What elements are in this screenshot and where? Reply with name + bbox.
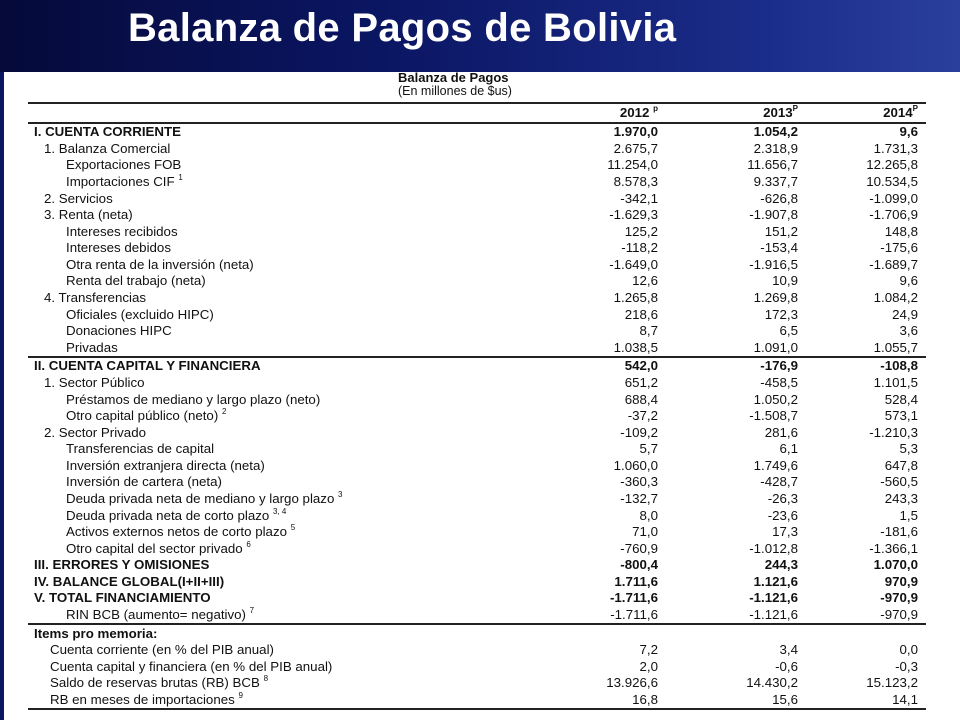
table-row	[28, 424, 926, 441]
value-cell-2012: 5,7	[639, 441, 658, 457]
table-row	[28, 123, 926, 141]
footnote-marker: 8	[263, 675, 269, 684]
footnote-marker: 3	[338, 490, 343, 499]
row-label: Saldo de reservas brutas (RB) BCB $^8$	[50, 675, 269, 691]
row-label: Items pro memoria:	[34, 625, 158, 641]
table-row	[28, 692, 926, 710]
footnote-marker: 2	[221, 407, 227, 417]
value-cell-2014: 10.534,5	[866, 174, 918, 190]
value-cell-2012: 2,0	[639, 658, 658, 674]
value-cell-2014: -108,8	[880, 358, 918, 374]
value-cell-2013: 281,6	[764, 424, 798, 440]
value-cell-2012: 688,4	[624, 391, 658, 407]
value-cell-2012: -360,3	[620, 474, 658, 490]
table-row	[28, 642, 926, 659]
row-label: Renta del trabajo (neta)	[66, 273, 206, 289]
value-cell-2012: -37,2	[627, 408, 658, 424]
value-cell-2014: -970,9	[880, 590, 918, 606]
value-cell-2014: 3,6	[899, 323, 918, 339]
value-cell-2013: 1.269,8	[753, 290, 798, 306]
value-cell-2013: 3,4	[779, 642, 798, 658]
row-label: Deuda privada neta de corto plazo $^{3, 4}$	[66, 507, 287, 523]
row-label: 1. Sector Público	[44, 374, 145, 390]
table-row	[28, 273, 926, 290]
table-row	[28, 524, 926, 541]
value-cell-2014: 148,8	[884, 223, 918, 239]
row-label: IV. BALANCE GLOBAL(I+II+III)	[34, 573, 225, 589]
title-banner	[0, 0, 960, 72]
value-cell-2012: 1.265,8	[613, 290, 658, 306]
value-cell-2012: 1.711,6	[614, 573, 658, 589]
value-cell-2012: -1.629,3	[609, 207, 658, 223]
value-cell-2012: -800,4	[620, 557, 658, 573]
table-row	[28, 306, 926, 323]
row-label: Oficiales (excluido HIPC)	[66, 306, 214, 322]
table-row	[28, 441, 926, 458]
value-cell-2014: 573,1	[884, 408, 918, 424]
footnote-marker: 1	[178, 173, 183, 183]
table-row	[28, 574, 926, 591]
value-cell-2013: 10,9	[772, 273, 798, 289]
value-cell-2012: 1.060,0	[613, 457, 658, 473]
row-label: Transferencias de capital	[66, 441, 215, 457]
value-cell-2012: 8.578,3	[613, 174, 658, 190]
table-row	[28, 624, 926, 642]
row-label: Cuenta capital y financiera (en % del PIB anual)	[50, 658, 333, 674]
row-label: Inversión extranjera directa (neta)	[66, 457, 265, 473]
value-cell-2012: 7,2	[639, 642, 658, 658]
table-row	[28, 540, 926, 557]
footnote-marker: 6	[246, 540, 251, 549]
row-label: Otra renta de la inversión (neta)	[66, 256, 254, 272]
value-cell-2012: 71,0	[632, 524, 658, 540]
value-cell-2014: 647,8	[884, 457, 918, 473]
header-year-2012: 2012 $^p$	[619, 104, 658, 120]
value-cell-2013: -1.907,8	[749, 207, 798, 223]
row-label: RIN BCB (aumento= negativo) $^7$	[66, 606, 255, 623]
value-cell-2012: 2.675,7	[613, 140, 658, 156]
value-cell-2014: 14,1	[892, 691, 918, 707]
value-cell-2013: 1.091,0	[753, 339, 798, 355]
value-cell-2012: 8,7	[639, 323, 658, 339]
value-cell-2012: 542,0	[624, 358, 658, 374]
value-cell-2014: -1.210,3	[869, 424, 918, 440]
row-label: Intereses debidos	[66, 240, 171, 256]
table-row	[28, 675, 926, 692]
value-cell-2014: -970,9	[880, 607, 918, 623]
row-label: Inversión de cartera (neta)	[66, 474, 222, 490]
value-cell-2012: 12,6	[632, 273, 658, 289]
value-cell-2013: -428,7	[760, 474, 798, 490]
row-label: Cuenta corriente (en % del PIB anual)	[50, 642, 274, 658]
row-label: Préstamos de mediano y largo plazo (neto)	[66, 391, 321, 407]
table-row	[28, 659, 926, 676]
table-row	[28, 458, 926, 475]
value-cell-2013: 1.749,6	[753, 457, 798, 473]
row-label: 3. Renta (neta)	[44, 207, 133, 223]
header-year-2013: $2013^P$	[763, 104, 798, 120]
table-row	[28, 207, 926, 224]
row-label: I. CUENTA CORRIENTE	[34, 124, 182, 140]
value-cell-2013: 6,5	[779, 323, 798, 339]
value-cell-2014: 1.070,0	[873, 557, 918, 573]
value-cell-2012: -132,7	[620, 491, 658, 506]
table-header-row	[28, 103, 926, 123]
row-label: 1. Balanza Comercial	[44, 140, 171, 156]
value-cell-2013: -153,4	[760, 240, 798, 256]
value-cell-2014: 0,0	[899, 642, 918, 658]
table-subtitle: (En millones de $us)	[398, 84, 512, 98]
value-cell-2013	[666, 624, 806, 642]
value-cell-2013: 1.121,6	[753, 573, 798, 589]
table-row	[28, 607, 926, 625]
row-label: 2. Sector Privado	[44, 424, 146, 440]
footnote-marker: 5	[290, 523, 296, 533]
value-cell-2014: 1,5	[899, 507, 918, 523]
value-cell-2013: 2.318,9	[753, 140, 798, 156]
table-row	[28, 474, 926, 491]
value-cell-2014	[806, 624, 926, 642]
value-cell-2013: -23,6	[767, 507, 798, 523]
table-row	[28, 174, 926, 191]
value-cell-2013: 6,1	[779, 441, 798, 457]
table-row	[28, 240, 926, 257]
value-cell-2013: 1.050,2	[753, 391, 798, 407]
table-row	[28, 408, 926, 425]
value-cell-2012: 11.254,0	[607, 157, 658, 173]
value-cell-2014: -1.366,1	[869, 540, 918, 556]
value-cell-2012: -109,2	[620, 424, 658, 440]
value-cell-2012: 1.970,0	[613, 124, 658, 140]
value-cell-2014: 970,9	[884, 573, 918, 589]
value-cell-2014: -560,5	[880, 474, 918, 490]
value-cell-2013: 11.656,7	[747, 157, 798, 173]
row-label: 4. Transferencias	[44, 290, 146, 306]
table-row	[28, 290, 926, 307]
row-label: II. CUENTA CAPITAL Y FINANCIERA	[34, 358, 261, 374]
row-label: Intereses recibidos	[66, 223, 178, 239]
balance-of-payments-table	[28, 102, 926, 710]
slide-title: Balanza de Pagos de Bolivia	[128, 6, 677, 50]
table-title: Balanza de Pagos	[398, 70, 509, 85]
header-year-2014: $2014^P$	[883, 104, 918, 120]
value-cell-2013: -176,9	[760, 358, 798, 374]
value-cell-2012: -118,2	[621, 240, 658, 256]
value-cell-2014: 243,3	[884, 491, 918, 506]
value-cell-2012: -760,9	[620, 540, 658, 556]
value-cell-2012: 1.038,5	[613, 339, 658, 355]
value-cell-2013: 172,3	[764, 306, 798, 322]
row-label: RB en meses de importaciones $^9$	[50, 691, 243, 707]
table-row	[28, 590, 926, 607]
row-label: Activos externos netos de corto plazo $^5$	[66, 523, 296, 540]
table-row	[28, 375, 926, 392]
value-cell-2014: 15.123,2	[866, 675, 918, 691]
value-cell-2013: -0,6	[775, 658, 798, 674]
value-cell-2014: -175,6	[880, 240, 918, 256]
value-cell-2014: 9,6	[899, 273, 918, 289]
value-cell-2014: 24,9	[892, 306, 918, 322]
value-cell-2014: 12.265,8	[866, 157, 918, 173]
value-cell-2013: 151,2	[764, 223, 798, 239]
table-row	[28, 357, 926, 375]
value-cell-2014: -1.099,0	[869, 190, 918, 206]
value-cell-2014: 9,6	[899, 124, 918, 140]
table-row	[28, 557, 926, 574]
value-cell-2013: -1.508,7	[749, 408, 798, 424]
row-label: Donaciones HIPC	[66, 323, 172, 339]
value-cell-2014: 1.731,3	[873, 140, 918, 156]
value-cell-2014: -181,6	[880, 524, 918, 540]
value-cell-2014: -1.706,9	[869, 207, 918, 223]
row-label: Otro capital público (neto) $^2$	[66, 407, 227, 424]
value-cell-2013: 1.054,2	[753, 124, 798, 140]
table-row	[28, 323, 926, 340]
value-cell-2013: -458,5	[760, 374, 798, 390]
value-cell-2013: -26,3	[767, 491, 798, 506]
value-cell-2013: 14.430,2	[746, 675, 798, 691]
table-row	[28, 391, 926, 408]
table-row	[28, 491, 926, 508]
value-cell-2013: -626,8	[760, 190, 798, 206]
table-row	[28, 507, 926, 524]
table-row	[28, 257, 926, 274]
row-label: Importaciones CIF $^1$	[66, 173, 183, 190]
value-cell-2013: 15,6	[772, 691, 798, 707]
row-label: Exportaciones FOB	[66, 157, 182, 173]
header-label-cell	[28, 103, 538, 123]
value-cell-2012	[538, 624, 666, 642]
value-cell-2013: 17,3	[772, 524, 798, 540]
left-accent-bar	[0, 72, 4, 720]
row-label: Privadas	[66, 339, 118, 355]
value-cell-2014: 528,4	[884, 391, 918, 407]
value-cell-2014: -0,3	[895, 658, 918, 674]
row-label: III. ERRORES Y OMISIONES	[34, 557, 210, 573]
table-row	[28, 223, 926, 240]
value-cell-2014: 5,3	[899, 441, 918, 457]
value-cell-2012: -1.711,6	[609, 590, 658, 606]
value-cell-2014: 1.055,7	[873, 339, 918, 355]
value-cell-2012: 125,2	[624, 223, 658, 239]
table-row	[28, 141, 926, 158]
value-cell-2012: 8,0	[639, 507, 658, 523]
row-label: 2. Servicios	[44, 190, 113, 206]
row-label: Otro capital del sector privado $^6$	[66, 540, 251, 556]
footnote-marker: 7	[249, 606, 255, 616]
value-cell-2012: 13.926,6	[606, 675, 658, 691]
value-cell-2012: -342,1	[620, 190, 658, 206]
value-cell-2013: 9.337,7	[753, 174, 798, 190]
value-cell-2013: -1.121,6	[749, 607, 798, 623]
row-label: V. TOTAL FINANCIAMIENTO	[34, 590, 211, 606]
value-cell-2012: -1.649,0	[609, 256, 658, 272]
row-label: Deuda privada neta de mediano y largo plazo $^3$	[66, 490, 343, 506]
footnote-marker: 3, 4	[273, 507, 287, 516]
value-cell-2013: -1.012,8	[749, 540, 798, 556]
value-cell-2014: 1.101,5	[873, 374, 918, 390]
value-cell-2013: 244,3	[764, 557, 798, 573]
value-cell-2013: -1.916,5	[749, 256, 798, 272]
footnote-marker: 9	[238, 691, 243, 700]
value-cell-2014: -1.689,7	[869, 256, 918, 272]
value-cell-2012: 651,2	[624, 374, 658, 390]
value-cell-2014: 1.084,2	[873, 290, 918, 306]
table-row	[28, 190, 926, 207]
value-cell-2013: -1.121,6	[749, 590, 798, 606]
table-row	[28, 157, 926, 174]
value-cell-2012: 16,8	[632, 691, 658, 707]
value-cell-2012: 218,6	[624, 306, 658, 322]
value-cell-2012: -1.711,6	[610, 607, 658, 623]
table-row	[28, 340, 926, 358]
